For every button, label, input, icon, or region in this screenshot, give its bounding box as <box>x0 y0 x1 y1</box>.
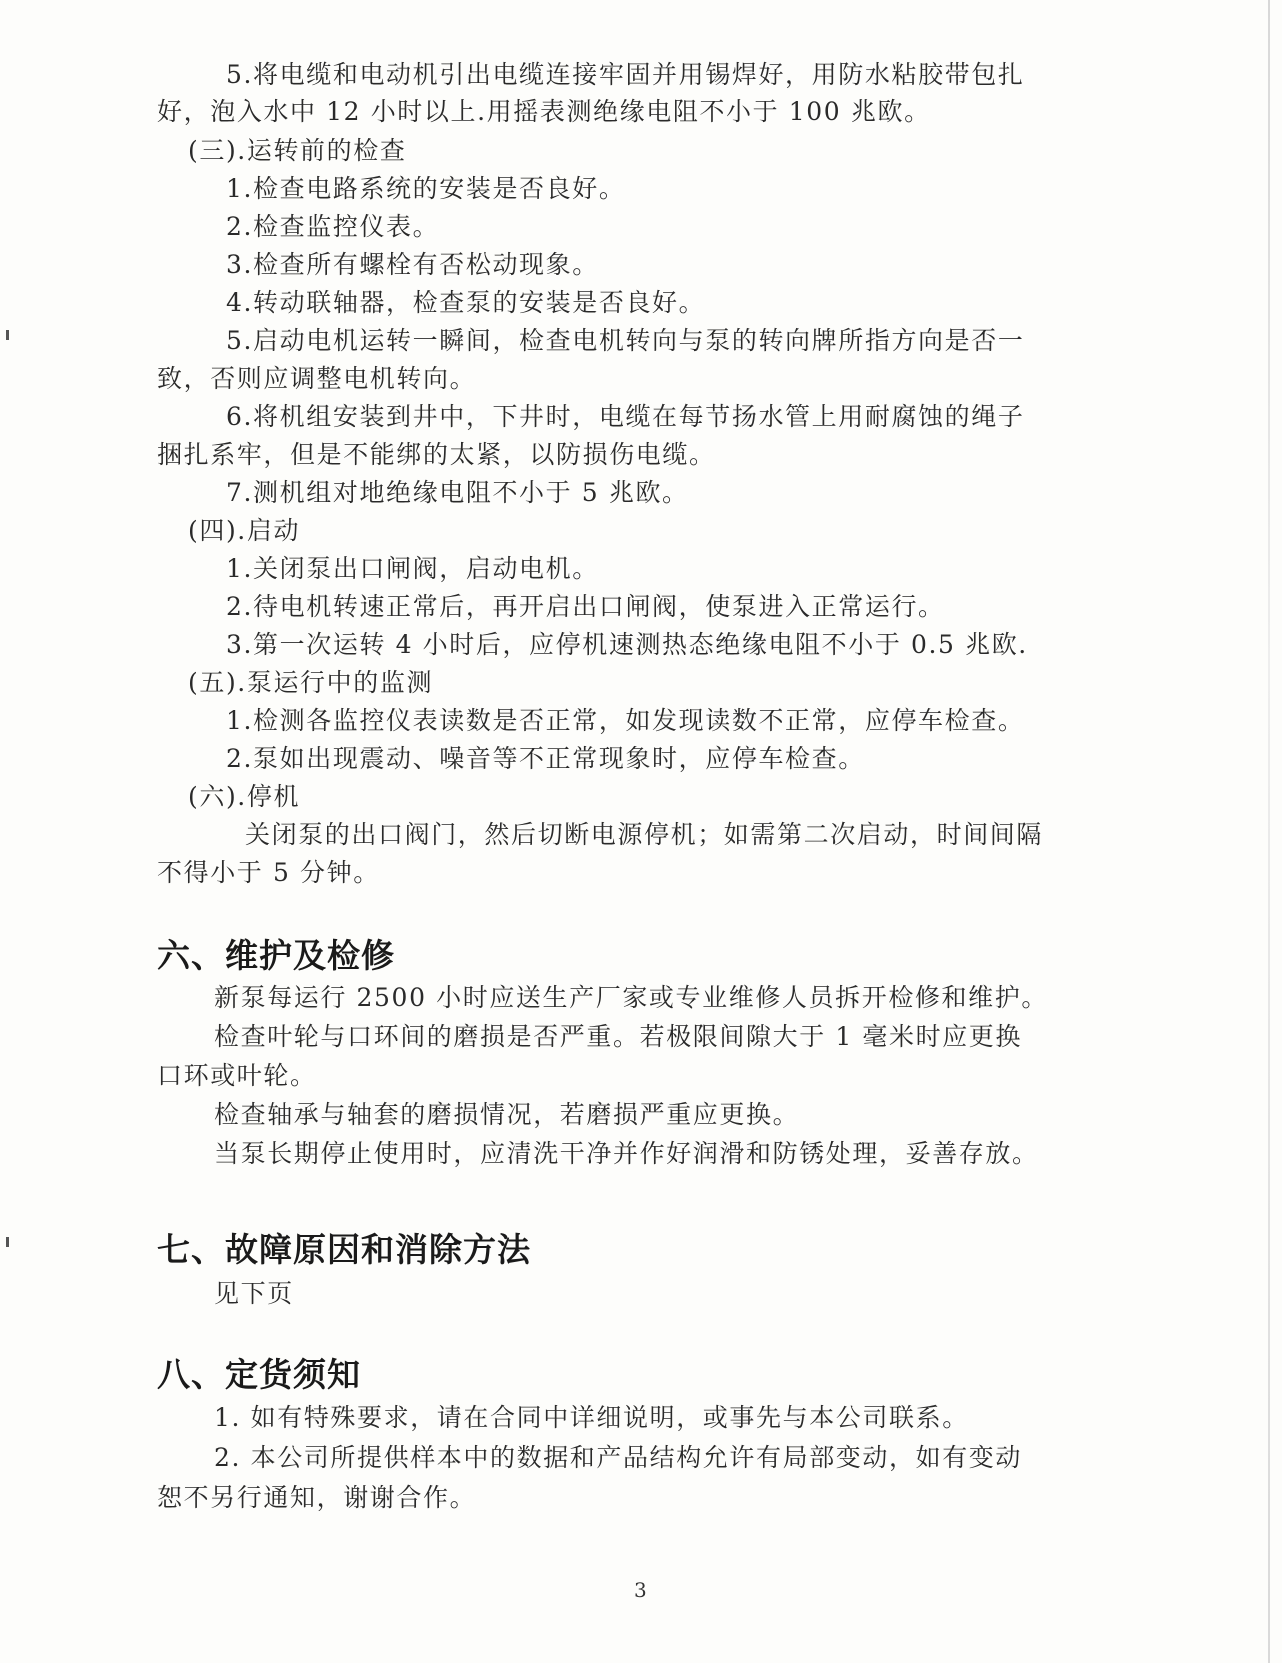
section-heading-maintenance: 六、维护及检修 <box>157 936 395 975</box>
list-item: 5.启动电机运转一瞬间，检查电机转向与泵的转向牌所指方向是否一 <box>226 326 1025 355</box>
list-item: 1. 如有特殊要求，请在合同中详细说明，或事先与本公司联系。 <box>214 1403 969 1432</box>
section-heading-ordering: 八、定货须知 <box>157 1355 361 1394</box>
paragraph-line: 新泵每运行 2500 小时应送生产厂家或专业维修人员拆开检修和维护。 <box>214 983 1048 1012</box>
list-item-continued: 致，否则应调整电机转向。 <box>157 364 477 393</box>
paragraph-line: 好，泡入水中 12 小时以上.用摇表测绝缘电阻不小于 100 兆欧。 <box>157 97 931 126</box>
paragraph-line: 当泵长期停止使用时，应清洗干净并作好润滑和防锈处理，妥善存放。 <box>214 1139 1039 1168</box>
list-item: 4.转动联轴器，检查泵的安装是否良好。 <box>226 288 706 317</box>
subsection-title: (三).运转前的检查 <box>188 136 407 165</box>
paragraph-line: 不得小于 5 分钟。 <box>157 858 380 887</box>
page-number: 3 <box>634 1578 647 1602</box>
paragraph-line: 检查轴承与轴套的磨损情况，若磨损严重应更换。 <box>214 1100 800 1129</box>
paragraph-line: 5.将电缆和电动机引出电缆连接牢固并用锡焊好，用防水粘胶带包扎 <box>226 60 1025 89</box>
list-item: 2.检查监控仪表。 <box>226 212 440 241</box>
list-item: 2. 本公司所提供样本中的数据和产品结构允许有局部变动，如有变动 <box>214 1443 1023 1472</box>
section-heading-troubleshooting: 七、故障原因和消除方法 <box>157 1230 531 1269</box>
list-item: 7.测机组对地绝缘电阻不小于 5 兆欧。 <box>226 478 689 507</box>
list-item: 1.关闭泵出口闸阀，启动电机。 <box>226 554 599 583</box>
subsection-title: (六).停机 <box>188 782 301 811</box>
paragraph-line: 检查叶轮与口环间的磨损是否严重。若极限间隙大于 1 毫米时应更换 <box>214 1022 1023 1051</box>
list-item: 6.将机组安装到井中，下井时，电缆在每节扬水管上用耐腐蚀的绳子 <box>226 402 1025 431</box>
scan-edge-shadow <box>1268 0 1270 1663</box>
list-item: 3.第一次运转 4 小时后，应停机速测热态绝缘电阻不小于 0.5 兆欧. <box>226 630 1028 659</box>
list-item-continued: 捆扎系牢，但是不能绑的太紧，以防损伤电缆。 <box>157 440 716 469</box>
subsection-title: (四).启动 <box>188 516 301 545</box>
list-item-continued: 恕不另行通知，谢谢合作。 <box>157 1483 477 1512</box>
list-item: 3.检查所有螺栓有否松动现象。 <box>226 250 599 279</box>
paragraph-line: 关闭泵的出口阀门，然后切断电源停机；如需第二次启动，时间间隔 <box>245 820 1044 849</box>
list-item: 1.检查电路系统的安装是否良好。 <box>226 174 626 203</box>
list-item: 1.检测各监控仪表读数是否正常，如发现读数不正常，应停车检查。 <box>226 706 1025 735</box>
list-item: 2.待电机转速正常后，再开启出口闸阀，使泵进入正常运行。 <box>226 592 945 621</box>
margin-mark <box>6 330 9 340</box>
subsection-title: (五).泵运行中的监测 <box>188 668 434 697</box>
margin-mark <box>6 1237 9 1247</box>
list-item: 2.泵如出现震动、噪音等不正常现象时，应停车检查。 <box>226 744 865 773</box>
paragraph-line: 口环或叶轮。 <box>157 1061 317 1090</box>
paragraph-line: 见下页 <box>214 1279 294 1308</box>
